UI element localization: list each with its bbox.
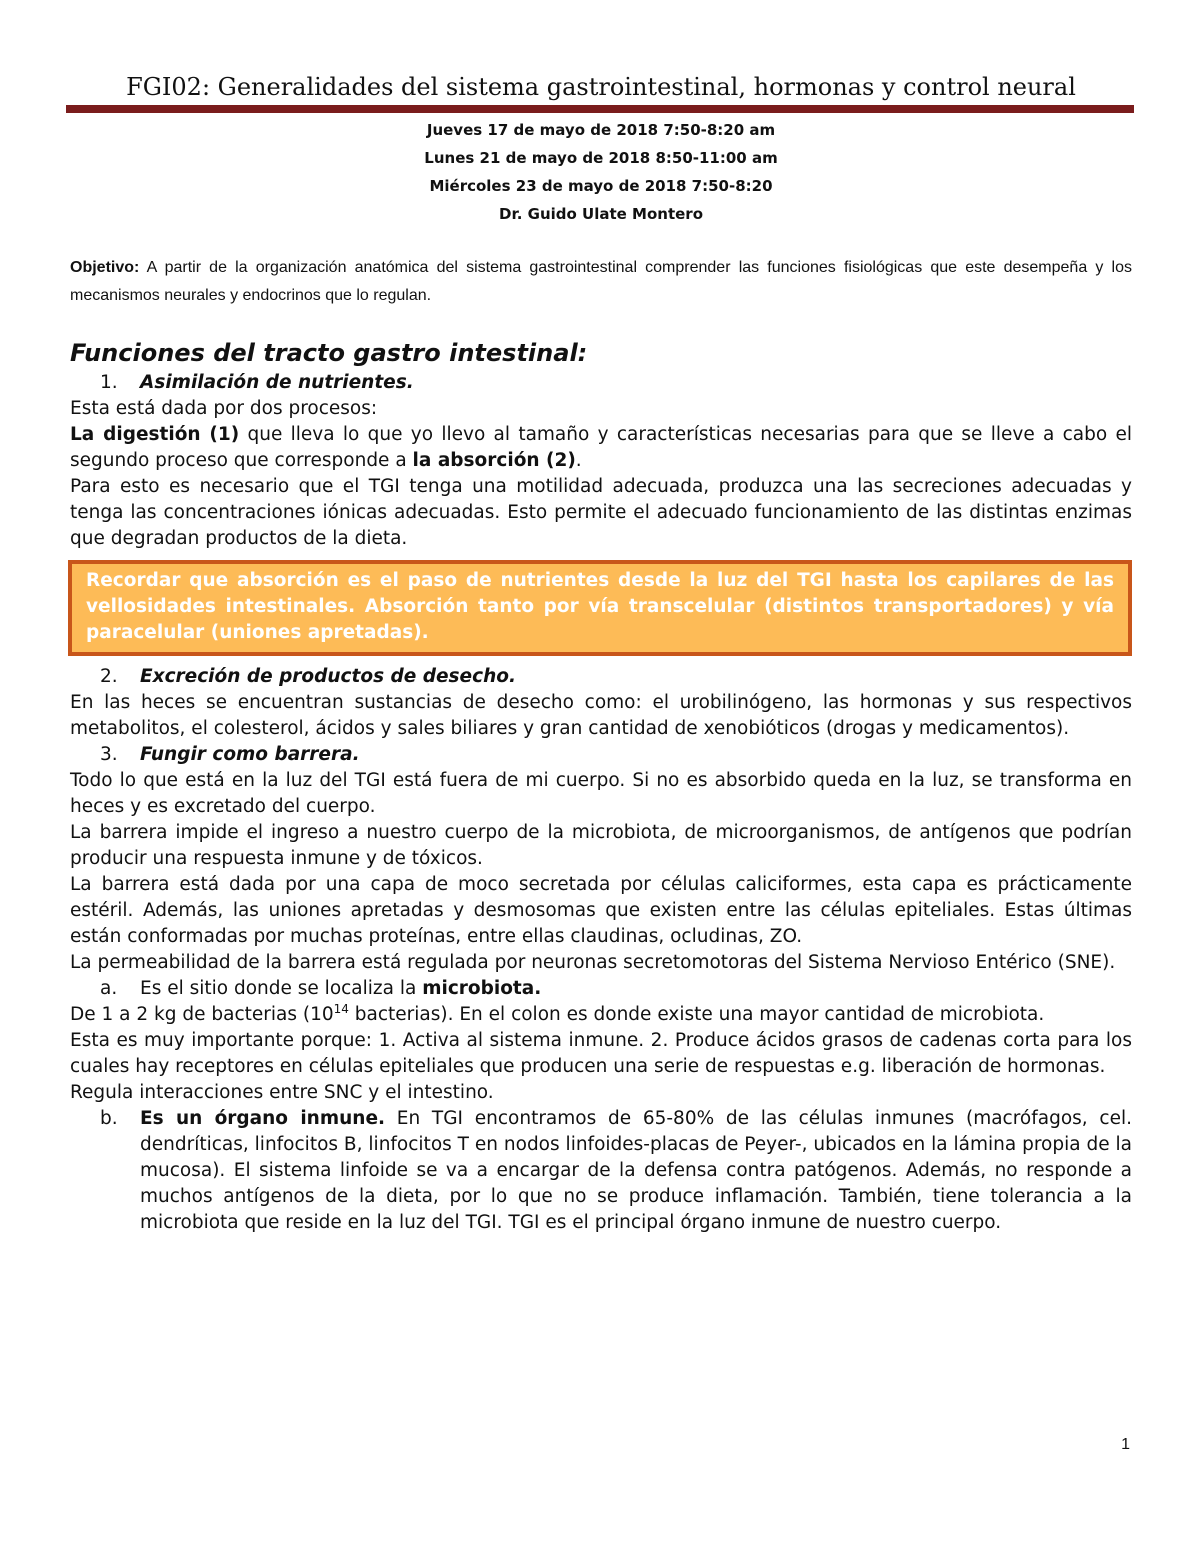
- sub-list-item: b. Es un órgano inmune. En TGI encontramos de 65-80% de las células inmunes (macrófagos, cel. dendríticas, linfocitos B, linfocitos T en nodos linfoides-placas de Peyer-, ubicados en la lámina propia de la mucosa). El sistema linfoide se va a encargar de la defensa contra patógenos. Además, no responde a muchos antígenos de la dieta, por lo que no se produce inflamación. También, tiene tolerancia a la microbiota que reside en la luz del TGI. TGI es el principal órgano inmune de nuestro cuerpo.: [100, 1108, 1132, 1233]
- list-item: 2. Excreción de productos de desecho.: [100, 666, 516, 687]
- paragraph: Esta es muy importante porque: 1. Activa al sistema inmune. 2. Produce ácidos grasos de cadenas corta para los cuales hay receptores en células epiteliales que producen una serie de respuestas e.g. liberación de hormonas.: [70, 1030, 1132, 1077]
- date-block: [70, 116, 1132, 228]
- date-line: Lunes 21 de mayo de 2018 8:50-11:00 am: [424, 149, 778, 167]
- main-content: [70, 336, 1132, 1236]
- section-heading: Funciones del tracto gastro intestinal:: [70, 339, 588, 367]
- list-item: 1. Asimilación de nutrientes.: [100, 372, 414, 393]
- objective-label: Objetivo:: [70, 259, 140, 276]
- paragraph: Todo lo que está en la luz del TGI está fuera de mi cuerpo. Si no es absorbido queda en la luz, se transforma en heces y es excretado del cuerpo.: [70, 770, 1132, 817]
- paragraph: La barrera impide el ingreso a nuestro cuerpo de la microbiota, de microorganismos, de antígenos que podrían producir una respuesta inmune y de tóxicos.: [70, 822, 1132, 869]
- highlight-note: Recordar que absorción es el paso de nutrientes desde la luz del TGI hasta los capilares de las vellosidades intestinales. Absorción tanto por vía transcelular (distintos transportadores) y vía paracelular (uniones apretadas).: [68, 560, 1132, 656]
- paragraph: La permeabilidad de la barrera está regulada por neuronas secretomotoras del Sistema Nervioso Entérico (SNE).: [70, 952, 1116, 973]
- page-number: 1: [1121, 1436, 1130, 1453]
- paragraph: La digestión (1) que lleva lo que yo llevo al tamaño y características necesarias para que se lleve a cabo el segundo proceso que corresponde a la absorción (2).: [70, 424, 1133, 471]
- objective-text: A partir de la organización anatómica del sistema gastrointestinal comprender las funciones fisiológicas que este desempeña y los mecanismos neurales y endocrinos que lo regulan.: [70, 259, 1132, 304]
- sub-list-item: a. Es el sitio donde se localiza la microbiota.: [100, 978, 542, 999]
- objective: [70, 254, 1132, 310]
- paragraph: Regula interacciones entre SNC y el intestino.: [70, 1082, 494, 1103]
- paragraph: Para esto es necesario que el TGI tenga una motilidad adecuada, produzca una las secreciones adecuadas y tenga las concentraciones iónicas adecuadas. Esto permite el adecuado funcionamiento de las distintas enzimas que degradan productos de la dieta.: [70, 476, 1132, 549]
- paragraph: Esta está dada por dos procesos:: [70, 398, 378, 419]
- page-title: FGI02: Generalidades del sistema gastrointestinal, hormonas y control neural: [126, 73, 1076, 101]
- author: Dr. Guido Ulate Montero: [499, 205, 703, 223]
- date-line: Jueves 17 de mayo de 2018 7:50-8:20 am: [426, 121, 776, 139]
- title-rule: [66, 105, 1134, 113]
- paragraph: En las heces se encuentran sustancias de desecho como: el urobilinógeno, las hormonas y sus respectivos metabolitos, el colesterol, ácidos y sales biliares y gran cantidad de xenobióticos (drogas y medicamentos).: [70, 692, 1132, 739]
- paragraph: La barrera está dada por una capa de moco secretada por células caliciformes, esta capa es prácticamente estéril. Además, las uniones apretadas y desmosomas que existen entre las células epiteliales. Estas últimas están conformadas por muchas proteínas, entre ellas claudinas, ocludinas, ZO.: [70, 874, 1132, 947]
- date-line: Miércoles 23 de mayo de 2018 7:50-8:20: [429, 177, 773, 195]
- paragraph: De 1 a 2 kg de bacterias ($10^{14}$ bacterias). En el colon es donde existe una mayor cantidad de microbiota.: [70, 1001, 1045, 1025]
- list-item: 3. Fungir como barrera.: [100, 744, 360, 765]
